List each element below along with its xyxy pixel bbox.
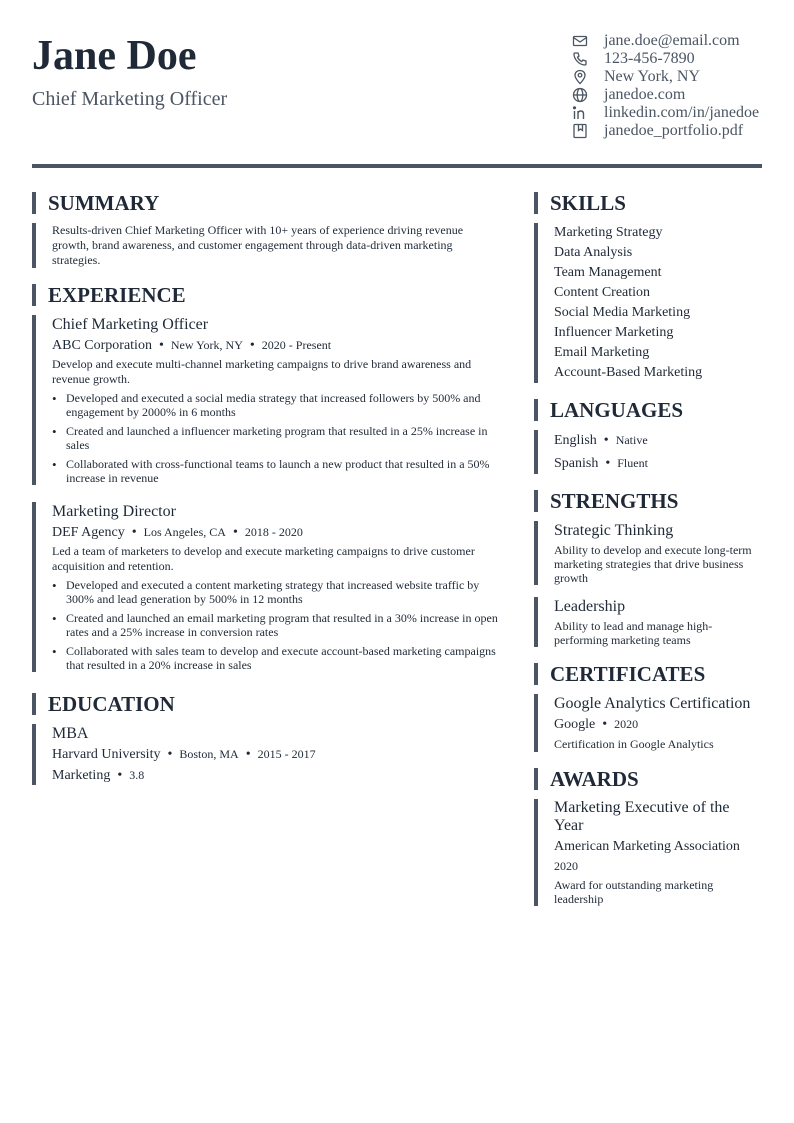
job-company: ABC Corporation bbox=[52, 338, 152, 353]
job-title: Chief Marketing Officer bbox=[52, 316, 209, 333]
left-column bbox=[32, 192, 512, 785]
contact-website-text[interactable]: janedoe.com bbox=[604, 86, 686, 103]
strengths-heading: STRENGTHS bbox=[534, 490, 762, 512]
award-year: 2020 bbox=[554, 859, 578, 873]
strength-entry bbox=[534, 521, 762, 585]
language-name: Spanish bbox=[554, 456, 599, 471]
contact-portfolio[interactable] bbox=[572, 122, 762, 140]
list-item: • Collaborated with sales team to develop and execute account-based marketing campaigns that resulted in a 20% increase in sales bbox=[52, 644, 512, 672]
contact-email-text[interactable]: jane.doe@email.com bbox=[604, 32, 740, 49]
education-entry bbox=[32, 724, 512, 785]
list-item: • Developed and executed a content marketing strategy that increased website traffic by 300% and lead generation by 500% in 12 months bbox=[52, 578, 512, 606]
right-column bbox=[534, 192, 762, 906]
skill-item: Marketing Strategy bbox=[554, 225, 663, 240]
education-dates: 2015 - 2017 bbox=[257, 747, 316, 761]
bookmark-icon bbox=[572, 123, 588, 139]
skill-item: Account-Based Marketing bbox=[554, 365, 703, 380]
awards-heading: AWARDS bbox=[534, 768, 762, 790]
job-meta: DEF Agency • Los Angeles, CA • 2018 - 2020 bbox=[52, 525, 303, 540]
contact-email[interactable] bbox=[572, 32, 762, 50]
award-description: Award for outstanding marketing leadership bbox=[554, 878, 714, 906]
skill-item: Social Media Marketing bbox=[554, 305, 691, 320]
summary-block bbox=[32, 223, 512, 268]
language-item: English • Native bbox=[554, 433, 648, 448]
certificate-year: 2020 bbox=[614, 717, 639, 731]
skill-item: Influencer Marketing bbox=[554, 325, 674, 340]
contact-website[interactable] bbox=[572, 86, 762, 104]
candidate-title: Chief Marketing Officer bbox=[32, 88, 228, 110]
education-location: Boston, MA bbox=[179, 747, 239, 761]
contact-linkedin[interactable] bbox=[572, 104, 762, 122]
summary-text: Results-driven Chief Marketing Officer with 10+ years of experience driving revenue growth, brand awareness, and customer engagement through data-driven marketing strategies. bbox=[52, 223, 464, 267]
job-location: Los Angeles, CA bbox=[143, 525, 226, 539]
award-entry bbox=[534, 799, 762, 906]
linkedin-icon bbox=[572, 105, 588, 121]
language-item: Spanish • Fluent bbox=[554, 456, 648, 471]
certificate-title: Google Analytics Certification bbox=[554, 695, 751, 712]
award-title: Marketing Executive of the Year bbox=[554, 799, 730, 834]
skills-list bbox=[534, 223, 762, 383]
certificate-entry bbox=[534, 694, 762, 752]
language-level: Fluent bbox=[617, 456, 648, 470]
certificate-meta: Google • 2020 bbox=[554, 717, 639, 732]
education-heading: EDUCATION bbox=[32, 693, 512, 715]
strength-entry bbox=[534, 597, 762, 647]
list-item: • Created and launched an email marketing program that resulted in a 30% increase in open rates and a 25% increase in conversion rates bbox=[52, 611, 512, 639]
language-name: English bbox=[554, 433, 597, 448]
candidate-name: Jane Doe bbox=[32, 33, 197, 79]
education-field: Marketing bbox=[52, 768, 111, 783]
education-field-row: Marketing • 3.8 bbox=[52, 768, 145, 783]
job-company: DEF Agency bbox=[52, 525, 125, 540]
contact-list bbox=[572, 32, 762, 140]
certificates-heading: CERTIFICATES bbox=[534, 663, 762, 685]
certificate-description: Certification in Google Analytics bbox=[554, 737, 714, 751]
contact-linkedin-text[interactable]: linkedin.com/in/janedoe bbox=[604, 104, 760, 121]
job-bullets bbox=[52, 578, 512, 672]
header-divider bbox=[32, 164, 762, 168]
resume-header bbox=[32, 30, 762, 145]
contact-portfolio-text[interactable]: janedoe_portfolio.pdf bbox=[604, 122, 744, 139]
job-dates: 2018 - 2020 bbox=[244, 525, 303, 539]
job-title: Marketing Director bbox=[52, 503, 176, 520]
skill-item: Content Creation bbox=[554, 285, 651, 300]
skill-item: Team Management bbox=[554, 265, 662, 280]
strength-description: Ability to lead and manage high-performing marketing teams bbox=[554, 619, 713, 647]
strength-description: Ability to develop and execute long-term marketing strategies that drive business growth bbox=[554, 543, 752, 585]
skill-item: Data Analysis bbox=[554, 245, 633, 260]
award-organization: American Marketing Association bbox=[554, 839, 740, 854]
mail-icon bbox=[572, 33, 588, 49]
languages-heading: LANGUAGES bbox=[534, 399, 762, 421]
education-school: Harvard University bbox=[52, 747, 161, 762]
list-item: • Created and launched a influencer marketing program that resulted in a 25% increase in sales bbox=[52, 424, 512, 452]
summary-heading: SUMMARY bbox=[32, 192, 512, 214]
globe-icon bbox=[572, 87, 588, 103]
experience-entry bbox=[32, 315, 512, 485]
job-location: New York, NY bbox=[170, 338, 243, 352]
language-level: Native bbox=[615, 433, 648, 447]
list-item: • Collaborated with cross-functional teams to launch a new product that resulted in a 50% increase in revenue bbox=[52, 457, 512, 485]
education-meta: Harvard University • Boston, MA • 2015 - 2017 bbox=[52, 747, 316, 762]
education-degree: MBA bbox=[52, 725, 89, 742]
job-description: Develop and execute multi-channel marketing campaigns to drive brand awareness and revenue growth. bbox=[52, 357, 472, 386]
job-bullets bbox=[52, 391, 512, 485]
location-pin-icon bbox=[572, 69, 588, 85]
contact-phone[interactable] bbox=[572, 50, 762, 68]
job-meta: ABC Corporation • New York, NY • 2020 - Present bbox=[52, 338, 332, 353]
strength-title: Leadership bbox=[554, 598, 626, 615]
certificate-issuer: Google bbox=[554, 717, 596, 732]
job-dates: 2020 - Present bbox=[261, 338, 332, 352]
contact-location-text: New York, NY bbox=[604, 68, 701, 85]
skills-heading: SKILLS bbox=[534, 192, 762, 214]
contact-location bbox=[572, 68, 762, 86]
skill-item: Email Marketing bbox=[554, 345, 650, 360]
list-item: • Developed and executed a social media strategy that increased followers by 500% and engagement by 2000% in 6 months bbox=[52, 391, 512, 419]
experience-entry bbox=[32, 502, 512, 672]
experience-heading: EXPERIENCE bbox=[32, 284, 512, 306]
phone-icon bbox=[572, 51, 588, 67]
contact-phone-text[interactable]: 123-456-7890 bbox=[604, 50, 695, 67]
job-description: Led a team of marketers to develop and execute marketing campaigns to drive customer acquisition and retention. bbox=[52, 544, 475, 573]
education-gpa: 3.8 bbox=[129, 768, 145, 782]
strength-title: Strategic Thinking bbox=[554, 522, 674, 539]
languages-list bbox=[534, 430, 762, 474]
